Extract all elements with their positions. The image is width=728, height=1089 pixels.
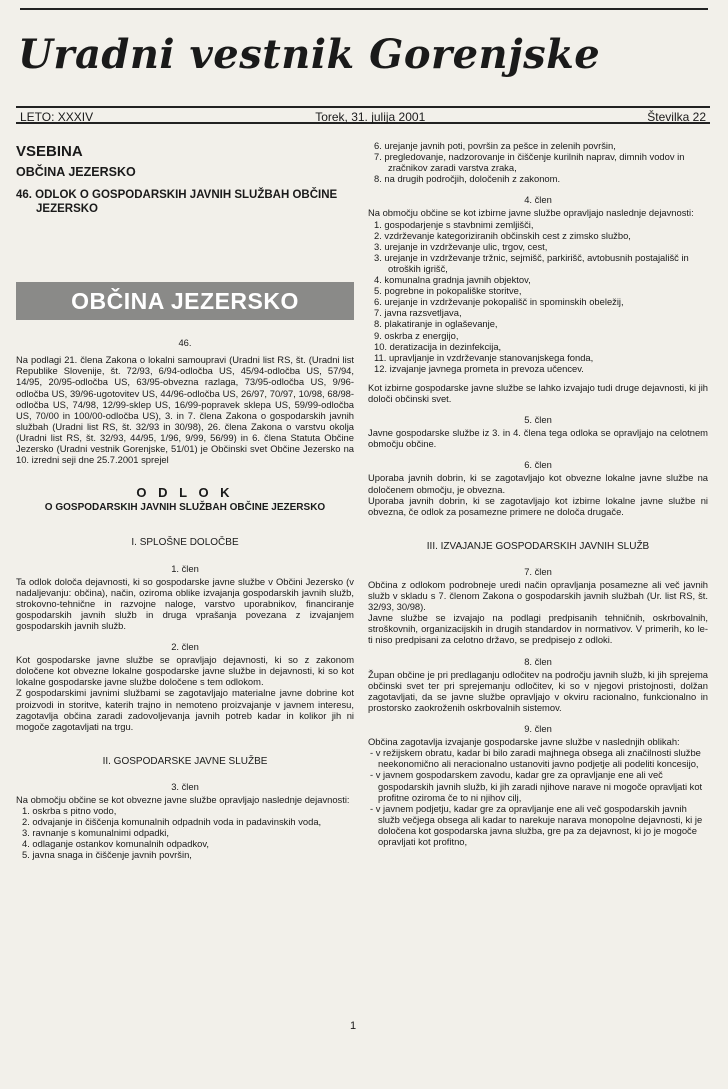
article-title: 6. člen bbox=[524, 459, 552, 471]
section-heading-1: I. SPLOŠNE DOLOČBE bbox=[131, 537, 239, 549]
contents-municipality: OBČINA JEZERSKO bbox=[16, 165, 136, 180]
list-item: 12. izvajanje javnega prometa in prevoza učencev. bbox=[374, 362, 584, 374]
list-item: 11. upravljanje in vzdrževanje stanovanjskega fonda, bbox=[374, 351, 594, 363]
list-item: 6. urejanje in vzdrževanje pokopališč in spominskih obeležij, bbox=[374, 296, 624, 308]
article-text: Z gospodarskimi javnimi službami se zagotavljajo materialne javne dobrine kot proizvodi in storitve, katerih trajno in nemoteno proizvajanje v javnem interesu, zagotavlja občina zaradi zadovoljevanja javnih potreb kadar in kolikor jih ni mogoče zagotavljati na trgu. bbox=[16, 687, 354, 732]
article-text: Javne gospodarske službe iz 3. in 4. člena tega odloka se opravljajo na celotnem območju občine. bbox=[368, 427, 708, 450]
list-item: 2. vzdrževanje kategoriziranih občinskih cest z zimsko službo, bbox=[374, 229, 631, 241]
article-list bbox=[368, 219, 708, 374]
list-item: 1. oskrba s pitno vodo, bbox=[22, 805, 117, 817]
volume-label: LETO: XXXIV bbox=[20, 110, 94, 124]
list-item: 9. oskrba z energijo, bbox=[374, 329, 459, 341]
article-text: Župan občine je pri predlaganju odločitev na področju javnih služb, ki jih sprejema občinski svet ter pri sprejemanju odločitev, ki so v njegovi pristojnosti, dolžan zagotavljati, da se javne službe opravljajo v okviru racionalno, funkcionalno in prostorsko zaokroženih oskrbovalnih sistemov. bbox=[368, 668, 708, 713]
list-item: 5. javna snaga in čiščenje javnih površin, bbox=[22, 849, 192, 861]
article-text: Uporaba javnih dobrin, ki se zagotavljajo kot obvezne lokalne javne službe na določenem območju, je obvezna. bbox=[368, 472, 708, 495]
list-item: - v javnem gospodarskem zavodu, kadar gre za opravljanje ene ali več gospodarskih javnih služb, ki jih zaradi njihove narave ni mogoče opravljati kot profitne oziroma če to ni njihov cilj, bbox=[370, 769, 703, 803]
article-title: 5. člen bbox=[524, 414, 552, 426]
list-item: 8. plakatiranje in oglaševanje, bbox=[374, 318, 498, 330]
issue-number: Številka 22 bbox=[647, 110, 706, 124]
list-item: - v javnem podjetju, kadar gre za opravljanje ene ali več gospodarskih javnih služb večjega obsega ali kadar to narekuje narava monopolne dejavnosti, ki je določena kot gospodarska javna služba, gre pa za dejavnost, ki jo je mogoče opravljati kot profitno, bbox=[370, 802, 703, 847]
section-heading-3: III. IZVAJANJE GOSPODARSKIH JAVNIH SLUŽB bbox=[426, 540, 650, 552]
article-title: 4. člen bbox=[524, 194, 552, 206]
contents-heading: VSEBINA bbox=[16, 143, 83, 160]
article-title: 7. člen bbox=[524, 565, 552, 577]
contents-entry[interactable]: 46. ODLOK O GOSPODARSKIH JAVNIH SLUŽBAH OBČINE JEZERSKO bbox=[16, 189, 338, 216]
top-rule bbox=[20, 8, 708, 10]
municipality-banner: OBČINA JEZERSKO bbox=[16, 282, 354, 320]
article-text: Občina z odlokom podrobneje uredi način opravljanja posamezne ali več javnih služb v skladu s 7. členom Zakona o gospodarskih javnih službah (Ur. list RS, št. 32/93, 30/98). bbox=[368, 579, 708, 613]
article-text: Uporaba javnih dobrin, ki se zagotavljajo kot izbirne lokalne javne službe ni obvezna, če odlok za posamezne primere ne določa drugače. bbox=[368, 494, 708, 517]
masthead-title: Uradni vestnik Gorenjske bbox=[18, 31, 601, 78]
list-item: 3. urejanje in vzdrževanje ulic, trgov, cest, bbox=[374, 240, 548, 252]
list-item: 4. odlaganje ostankov komunalnih odpadkov, bbox=[22, 838, 209, 850]
article-list bbox=[368, 747, 708, 847]
issue-info-bar bbox=[16, 106, 710, 124]
article-text: Ta odlok določa dejavnosti, ki so gospodarske javne službe v Občini Jezersko (v nadaljevanju: občina), način, oziroma oblike izvajanja gospodarskih javnih služb, strokovno-tehnične in razvojne naloge, varstvo uporabnikov, financiranje gospodarskih javnih služb in druga vprašanja povezana z izvajanjem gospodarskih javnih služb. bbox=[16, 575, 354, 631]
article-text: Na območju občine se kot obvezne javne službe opravljajo naslednje dejavnosti: bbox=[16, 794, 350, 805]
list-item: 3. urejanje in vzdrževanje tržnic, sejmišč, parkirišč, avtobusnih postajališč in otroških igrišč, bbox=[374, 251, 689, 274]
list-item: 8. na drugih področjih, določenih z zakonom. bbox=[374, 173, 561, 185]
list-item: 10. deratizacija in dezinfekcija, bbox=[374, 340, 502, 352]
article-title: 9. člen bbox=[524, 723, 552, 735]
list-item: - v režijskem obratu, kadar bi bilo zaradi majhnega obsega ali značilnosti službe neekonomično ali neracionalno ustanoviti javno podjetje ali podeliti koncesijo, bbox=[370, 747, 701, 770]
article-text: Na območju občine se kot izbirne javne službe opravljajo naslednje dejavnosti: bbox=[368, 207, 694, 219]
list-item: 1. gospodarjenje s stavbnimi zemljišči, bbox=[374, 218, 534, 230]
article-text: Javne službe se izvajajo na podlagi predpisanih tehničnih, oskrbovalnih, stroškovnih, organizacijskih in drugih standardov in normativov. V primerih, ko le-ti niso predpisani za celotno državo, se predpisejo z odloki. bbox=[368, 612, 708, 646]
section-heading-2: II. GOSPODARSKE JAVNE SLUŽBE bbox=[102, 755, 268, 767]
page-number: 1 bbox=[350, 1020, 357, 1032]
article-title: 3. člen bbox=[171, 780, 199, 792]
list-item: 7. pregledovanje, nadzorovanje in čiščenje kurilnih naprav, dimnih vodov in zračnikov zaradi varstva zraka, bbox=[374, 151, 685, 174]
article-title: 1. člen bbox=[171, 562, 199, 574]
left-column bbox=[16, 140, 354, 861]
article-text: Kot izbirne gospodarske javne službe se lahko izvajajo tudi druge dejavnosti, ki jih določi občinski svet. bbox=[368, 381, 708, 404]
list-item: 4. komunalna gradnja javnih objektov, bbox=[374, 274, 531, 286]
act-number: 46. bbox=[178, 337, 192, 349]
article-list bbox=[16, 805, 354, 860]
article-list-continued bbox=[368, 140, 708, 184]
article-text: Občina zagotavlja izvajanje gospodarske javne službe v naslednjih oblikah: bbox=[368, 736, 680, 748]
article-title: 2. člen bbox=[171, 641, 199, 653]
article-text: Kot gospodarske javne službe se opravljajo dejavnosti, ki so z zakonom določene kot obvezne lokalne gospodarske javne službe in dejavnosti, ki so kot lokalne gospodarske javne službe določene s tem odlokom. bbox=[16, 654, 354, 688]
article-title: 8. člen bbox=[524, 655, 552, 667]
list-item: 2. odvajanje in čiščenja komunalnih odpadnih voda in padavinskih voda, bbox=[22, 816, 322, 828]
right-column bbox=[368, 140, 708, 847]
list-item: 7. javna razsvetljava, bbox=[374, 307, 462, 319]
odlok-title: O D L O K bbox=[136, 485, 234, 501]
issue-date: Torek, 31. julija 2001 bbox=[315, 110, 426, 124]
preamble-text: Na podlagi 21. člena Zakona o lokalni samoupravi (Uradni list RS, št. (Uradni list Republike Slovenije, št. 72/93, 6/94-odločba US, 45/94-odločba US, 57/94, 14/95, 20/95-odločba US, 63/95-obvezna razlaga, 73/95-odločba US, 9/96-odločba US, 39/96-ugotovitev US, 44/96-odločba US, 26/97, 70/97, 10/98, 68/98-odločba US, 74/98, 12/99-sklep US, 16/99-popravek sklepa US, 59/99-odločba US, 70/00 in 100/00-odločba US), 3. in 7. člena Zakona o gospodarskih javnih službah (Uradni list RS, št. 32/93 in 30/98), 26. člena Zakona o varstvu okolja (Uradni list RS, št. 32/93, 44/95, 1/96, 9/99, 56/99) in 6. člena Statuta Občine Jezersko (Uradni vestnik Gorenjske, 51/01) je Občinski svet Občine Jezersko na 10. izredni seji dne 25.7.2001 sprejel bbox=[16, 354, 354, 466]
list-item: 3. ravnanje s komunalnimi odpadki, bbox=[22, 827, 169, 839]
odlok-subtitle: O GOSPODARSKIH JAVNIH SLUŽBAH OBČINE JEZERSKO bbox=[44, 502, 326, 514]
list-item: 5. pogrebne in pokopališke storitve, bbox=[374, 285, 522, 297]
list-item: 6. urejanje javnih poti, površin za pešce in zelenih površin, bbox=[374, 140, 616, 151]
